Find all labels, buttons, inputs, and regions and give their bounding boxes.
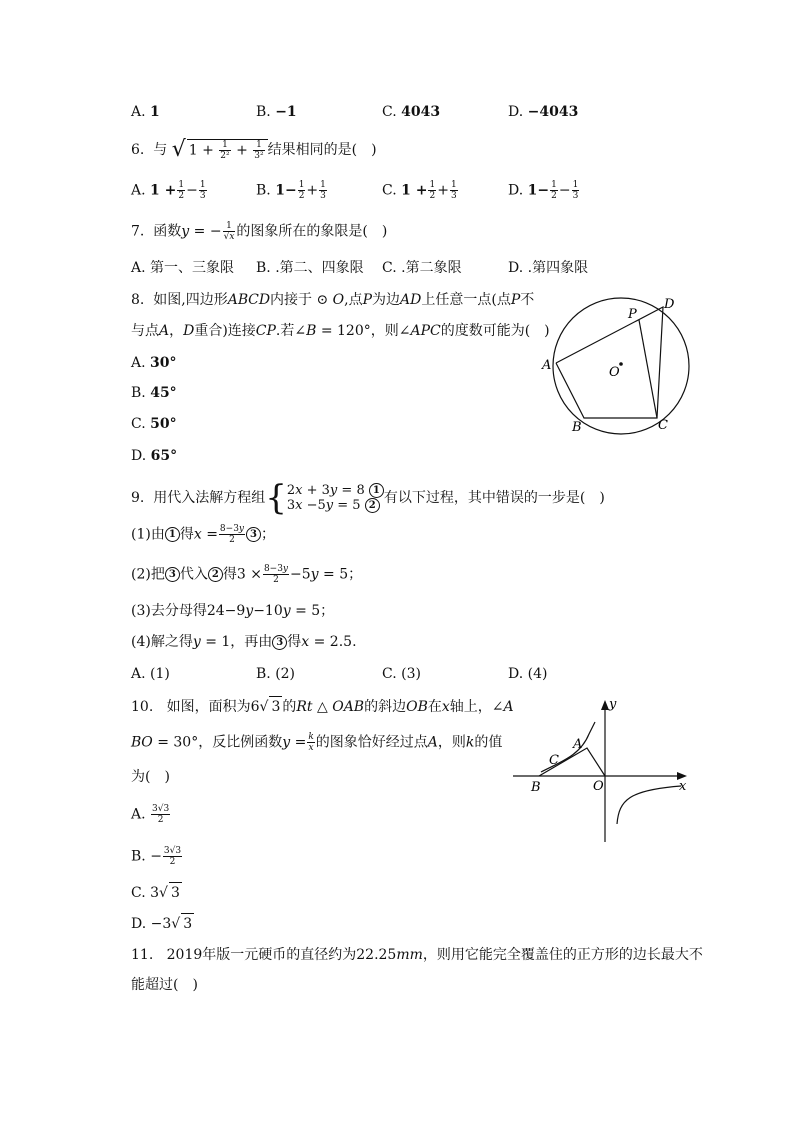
q9-option-c: C. (3) — [382, 666, 421, 682]
q7-option-c: C. .第二象限 — [382, 260, 462, 276]
label-a: A — [542, 358, 552, 373]
q6-option-b: B. 1− $\frac{1}{2}$ + $\frac{1}{3}$ — [256, 180, 326, 201]
label-o: O — [609, 365, 620, 380]
q7-option-b: B. .第二、四象限 — [256, 260, 364, 276]
question-9: 9. 用代入法解方程组{ 2𝑥 + 3𝑦 = 8 1 3𝑥 −5𝑦 = 5 2 有以下过程，其中错误的一步是( ) — [131, 478, 605, 518]
question-10: 10. 如图，面积为6√ 3 的𝑅𝑡 △ 𝑂𝐴𝐵的斜边𝑂𝐵在𝑥轴上，∠𝐴 — [131, 696, 514, 717]
q5-option-c: C. 4043 — [382, 104, 441, 120]
label-o: O — [593, 779, 604, 794]
q9-step-1: (1)由 1 得𝑥 = $\frac{\text{8−3𝑦}}{2}$ 3 ； — [131, 524, 275, 545]
label-c: C — [658, 418, 668, 433]
q9-option-d: D. (4) — [508, 666, 548, 682]
q9-option-a: A. (1) — [131, 666, 170, 682]
label-a: A — [573, 737, 583, 752]
question-11-line-2: 能超过( ) — [131, 977, 198, 993]
q6-option-d: D. 1− $\frac{1}{2}$ − $\frac{1}{3}$ — [508, 180, 579, 201]
q5-option-d: D. −4043 — [508, 104, 579, 120]
question-10-line-2: 𝐵𝑂 = 30°，反比例函数𝑦 = $\frac{\text{𝑘}}{\text{𝑥}}$ 的图象恰好经过点𝐴，则𝑘的值 — [131, 732, 503, 753]
question-6: 6. 与 √ 1 + $\frac{1}{\text{2²}}$ + $\frac{1}{\text{3²}}$ 结果相同的是( ) — [131, 137, 377, 162]
q9-step-2: (2)把 3 代入 2 得3 × $\frac{\text{8−3𝑦}}{2}$ −5𝑦 = 5； — [131, 564, 363, 585]
q8-option-d: D. 65° — [131, 448, 178, 464]
q10-coordinate-figure — [505, 692, 695, 850]
circle-o — [553, 298, 689, 434]
q9-step-4: (4)解之得𝑦 = 1，再由 3 得𝑥 = 2.5. — [131, 634, 357, 650]
q8-option-b: B. 45° — [131, 385, 177, 401]
question-11: 11. 2019年版一元硬币的直径约为22.25𝑚𝑚，则用它能完全覆盖住的正方形的边长最大不 — [131, 947, 703, 963]
q7-option-a: A. 第一、三象限 — [131, 260, 235, 276]
question-7: 7. 函数y = − $\frac{1}{√x}$ 的图象所在的象限是( ) — [131, 221, 388, 242]
question-8-line-2: 与点𝐴，𝐷重合)连接𝐶𝑃.若∠𝐵 = 120°，则∠𝐴𝑃𝐶的度数可能为( ) — [131, 323, 550, 339]
q6-option-a: A. 1 + $\frac{1}{2}$ − $\frac{1}{3}$ — [131, 180, 206, 201]
label-d: D — [664, 297, 675, 312]
y-axis-arrow — [601, 700, 609, 710]
q8-option-a: A. 30° — [131, 355, 177, 371]
label-y: y — [609, 697, 617, 712]
q6-option-c: C. 1 + $\frac{1}{2}$ + $\frac{1}{3}$ — [382, 180, 457, 201]
question-8: 8. 如图,四边形𝐴𝐵𝐶𝐷内接于 ⊙ 𝑂,点𝑃为边𝐴𝐷上任意一点(点𝑃不 — [131, 292, 535, 308]
label-p: P — [628, 307, 637, 322]
q5-option-a: A. 1 — [131, 104, 160, 120]
q8-circle-figure — [535, 290, 695, 440]
q10-option-b: B. − $\frac{3√3}{2}$ — [131, 846, 182, 867]
segment-cp — [639, 320, 657, 418]
hyperbola-right-branch — [617, 786, 681, 824]
label-x: x — [679, 779, 687, 794]
q9-step-3: (3)去分母得24−9𝑦−10𝑦 = 5； — [131, 603, 335, 619]
label-b: B — [572, 420, 582, 435]
label-c: C — [549, 753, 559, 768]
q5-option-b: B. −1 — [256, 104, 297, 120]
label-b: B — [531, 780, 541, 795]
question-10-line-3: 为( ) — [131, 769, 170, 785]
q9-option-b: B. (2) — [256, 666, 296, 682]
q7-option-d: D. .第四象限 — [508, 260, 589, 276]
q10-option-a: A. $\frac{3√3}{2}$ — [131, 804, 170, 825]
q10-option-d: D. −3√ 3 — [131, 913, 194, 934]
q10-option-c: C. 3√ 3 — [131, 882, 182, 903]
center-point — [619, 362, 623, 366]
q8-option-c: C. 50° — [131, 416, 177, 432]
